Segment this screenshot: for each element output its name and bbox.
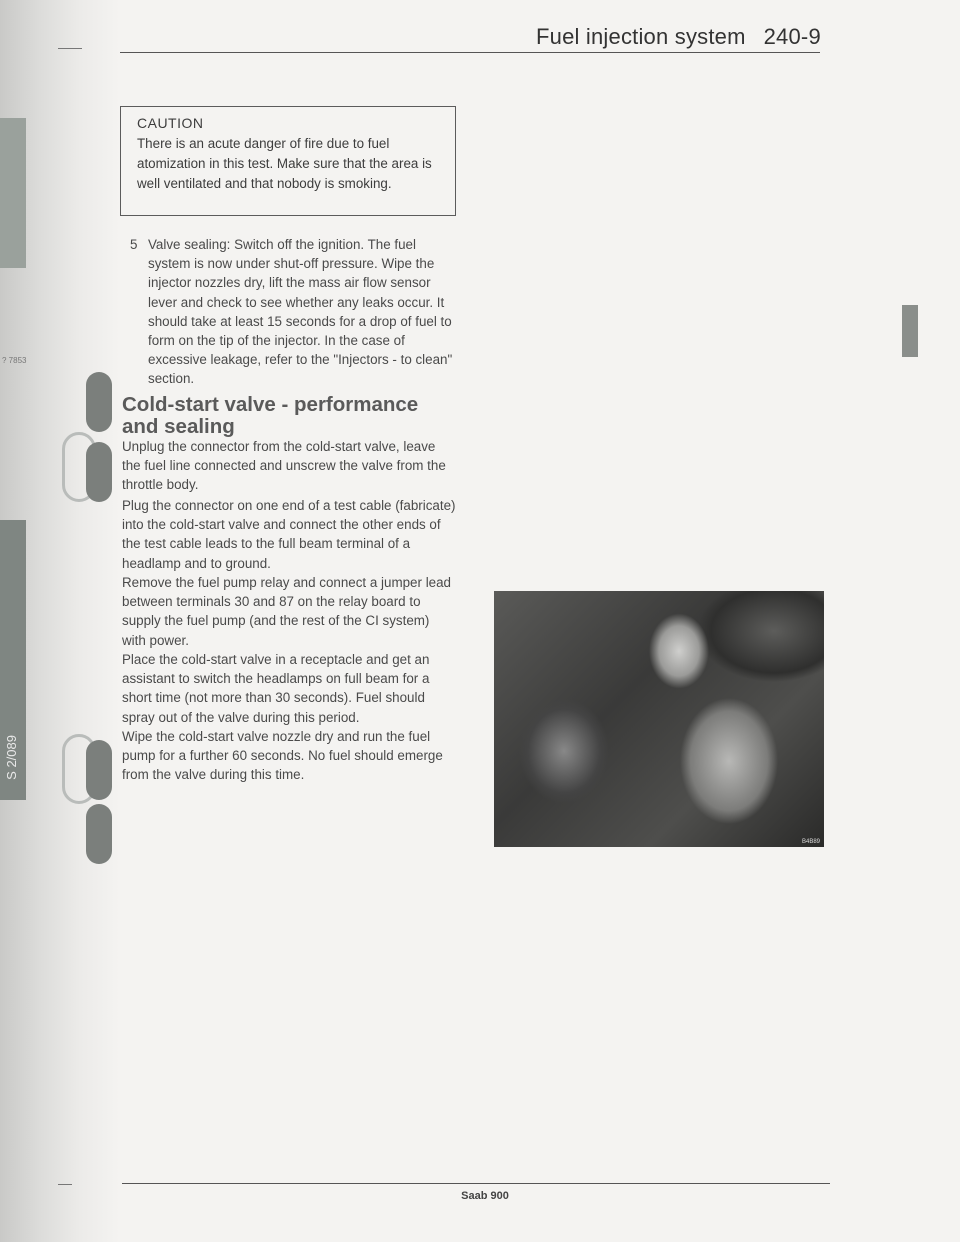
- page-number: 240-9: [763, 24, 821, 49]
- footer-tick: [58, 1184, 72, 1185]
- binder-hole: [86, 804, 112, 864]
- section-paragraph: Wipe the cold-start valve nozzle dry and run the fuel pump for a further 60 seconds. No fuel should emerge from the valve during this time.: [122, 729, 443, 783]
- photo-code: B4B89: [801, 839, 820, 845]
- margin-code: S 2/089: [4, 735, 19, 780]
- engine-photo: [494, 591, 824, 847]
- step-text: Valve sealing: Switch off the ignition. The fuel system is now under shut-off pressure. Wipe the injector nozzles dry, lift the mass air flow sensor lever and check to see whether any leaks occur. It should take at least 15 seconds for a drop of fuel to form on the tip of the injector. In the case of excessive leakage, refer to the "Injectors - to clean" section.: [148, 237, 453, 387]
- footer-rule: [122, 1183, 830, 1184]
- section-paragraph: Place the cold-start valve in a receptacle and get an assistant to switch the headlamps on full beam for a short time (not more than 30 seconds). Fuel should spray out of the valve during this period.: [122, 652, 430, 725]
- caution-text: There is an acute danger of fire due to fuel atomization in this test. Make sure that the area is well ventilated and that nobody is smoking.: [137, 136, 432, 191]
- caution-title: CAUTION: [137, 115, 204, 131]
- binder-hole: [86, 740, 112, 800]
- binder-hole: [86, 372, 112, 432]
- header-title: Fuel injection system: [536, 24, 746, 49]
- page-header: [536, 24, 826, 50]
- step-number: 5: [130, 237, 138, 252]
- section-tab-marker: [902, 305, 918, 357]
- page-left-margin: [0, 0, 120, 1242]
- header-rule: [120, 52, 820, 53]
- section-paragraph: Unplug the connector from the cold-start valve, leave the fuel line connected and unscrew the valve from the throttle body.: [122, 439, 446, 493]
- header-tick: [58, 48, 82, 49]
- margin-photo-strip: [0, 118, 26, 268]
- margin-small-code: ? 7853: [2, 356, 27, 365]
- section-paragraph: Remove the fuel pump relay and connect a jumper lead between terminals 30 and 87 on the relay board to supply the fuel pump (and the rest of the CI system) with power.: [122, 575, 452, 648]
- page-footer: Saab 900: [461, 1190, 509, 1202]
- caution-box: [120, 106, 456, 216]
- binder-hole: [86, 442, 112, 502]
- step-5: [130, 235, 456, 389]
- section-title: Cold-start valve - performance and sealing: [122, 393, 419, 438]
- section-paragraph: Plug the connector on one end of a test cable (fabricate) into the cold-start valve and connect the other ends of the test cable leads to the full beam terminal of a headlamp and to ground.: [122, 498, 456, 571]
